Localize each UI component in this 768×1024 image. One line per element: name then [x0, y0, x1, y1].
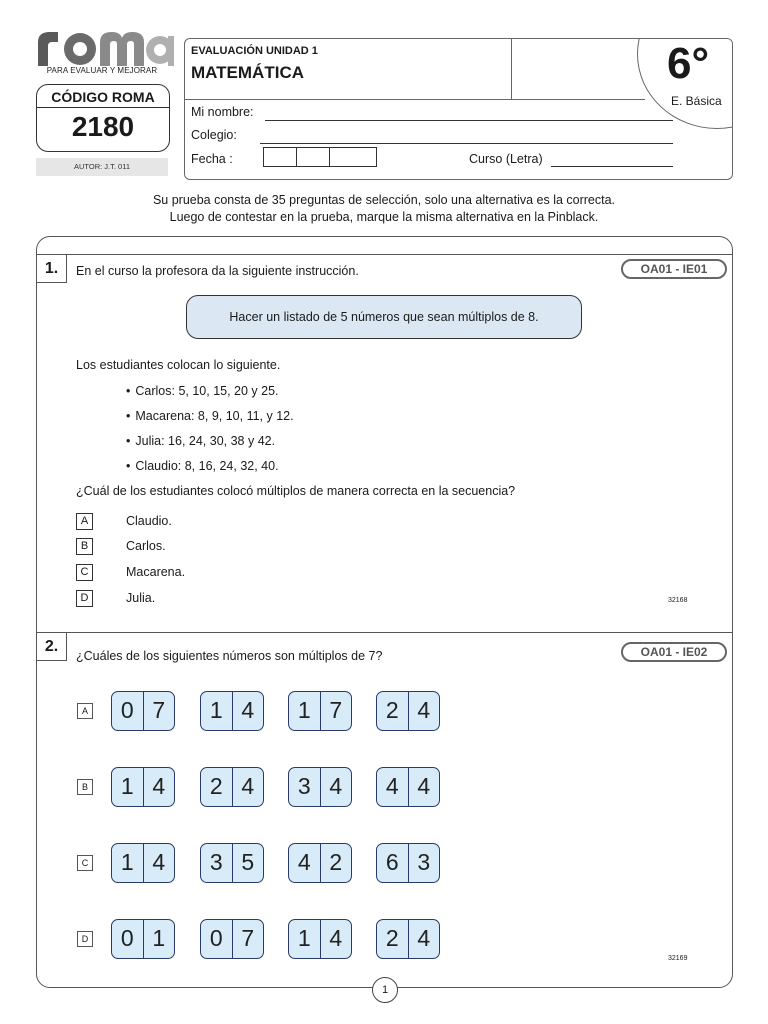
course-field[interactable] — [551, 166, 673, 167]
number-card: 1 4 — [200, 691, 264, 731]
list-item: • Claudio: 8, 16, 24, 32, 40. — [126, 459, 279, 473]
date-day-box[interactable] — [263, 147, 297, 167]
name-field[interactable] — [265, 120, 673, 121]
option-b-box[interactable]: B — [77, 779, 93, 795]
page-number: 1 — [372, 977, 398, 1003]
option-a-box[interactable]: A — [77, 703, 93, 719]
option-d-text: Julia. — [126, 591, 156, 605]
number-card: 1 4 — [111, 843, 175, 883]
option-c-box[interactable]: C — [77, 855, 93, 871]
codigo-roma-box — [36, 84, 170, 152]
option-b-text: Carlos. — [126, 539, 166, 553]
number-card: 4 2 — [288, 843, 352, 883]
course-label: Curso (Letra) — [469, 152, 543, 166]
grade-sub-label: E. Básica — [671, 94, 722, 108]
name-label: Mi nombre: — [191, 105, 254, 119]
eval-label: EVALUACIÓN UNIDAD 1 — [191, 45, 318, 57]
option-c-text: Macarena. — [126, 565, 186, 579]
date-month-box[interactable] — [296, 147, 330, 167]
code-title: CÓDIGO ROMA — [51, 89, 155, 105]
number-card: 3 5 — [200, 843, 264, 883]
question-prompt: ¿Cuál de los estudiantes colocó múltiplos de manera correcta en la secuencia? — [76, 484, 516, 498]
question-code: 32169 — [668, 955, 688, 962]
question-text: ¿Cuáles de los siguientes números son múltiplos de 7? — [76, 649, 383, 663]
instruction-box: Hacer un listado de 5 números que sean múltiplos de 8. — [186, 295, 582, 339]
question-code: 32168 — [668, 597, 688, 604]
number-card: 0 7 — [111, 691, 175, 731]
option-a-box[interactable]: A — [76, 513, 93, 530]
number-card: 0 1 — [111, 919, 175, 959]
exam-instructions: Su prueba consta de 35 preguntas de selección, solo una alternativa es la correcta. Luego de contestar en la prueba, marque la misma alternativa en la Pinblack. — [152, 193, 616, 224]
question-text: En el curso la profesora da la siguiente instrucción. — [76, 264, 359, 278]
school-field[interactable] — [260, 143, 673, 144]
author-label: AUTOR: J.T. 011 — [36, 158, 168, 176]
option-a-text: Claudio. — [126, 514, 172, 528]
number-card: 2 4 — [200, 767, 264, 807]
option-d-box[interactable]: D — [77, 931, 93, 947]
logo-tagline: PARA EVALUAR Y MEJORAR — [46, 66, 158, 75]
list-item: • Julia: 16, 24, 30, 38 y 42. — [126, 434, 275, 448]
option-d-box[interactable]: D — [76, 590, 93, 607]
date-year-box[interactable] — [329, 147, 377, 167]
number-card: 2 4 — [376, 919, 440, 959]
number-card: 0 7 — [200, 919, 264, 959]
number-card: 1 4 — [111, 767, 175, 807]
list-item: • Macarena: 8, 9, 10, 11, y 12. — [126, 409, 294, 423]
grade-label: 6° — [667, 39, 710, 88]
objective-badge: OA01 - IE01 — [621, 259, 727, 279]
number-card: 3 4 — [288, 767, 352, 807]
roma-logo — [36, 28, 176, 68]
code-number: 2180 — [71, 111, 135, 142]
option-c-box[interactable]: C — [76, 564, 93, 581]
option-b-box[interactable]: B — [76, 538, 93, 555]
subject-title: MATEMÁTICA — [191, 63, 304, 82]
number-card: 1 7 — [288, 691, 352, 731]
list-item: • Carlos: 5, 10, 15, 20 y 25. — [126, 384, 279, 398]
number-card: 1 4 — [288, 919, 352, 959]
question-number: 2. — [37, 633, 67, 661]
school-label: Colegio: — [191, 128, 237, 142]
objective-badge: OA01 - IE02 — [621, 642, 727, 662]
number-card: 6 3 — [376, 843, 440, 883]
question-intro: Los estudiantes colocan lo siguiente. — [76, 358, 281, 372]
number-card: 4 4 — [376, 767, 440, 807]
date-label: Fecha : — [191, 152, 233, 166]
exam-header — [184, 38, 733, 180]
question-number: 1. — [37, 255, 67, 283]
number-card: 2 4 — [376, 691, 440, 731]
